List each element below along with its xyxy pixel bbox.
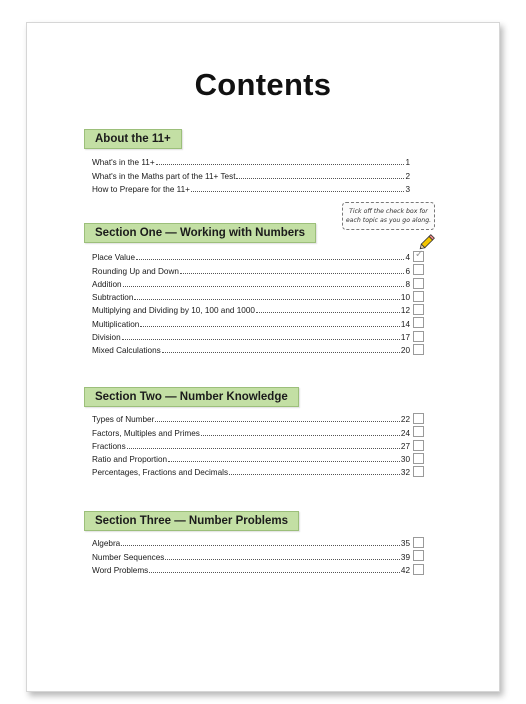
leader-dots	[162, 352, 400, 353]
item-page: 20	[400, 346, 410, 356]
item-page: 4	[405, 253, 410, 263]
leader-dots	[134, 299, 399, 300]
topic-checkbox[interactable]	[413, 278, 424, 289]
leader-dots	[149, 572, 400, 573]
pencil-icon	[419, 232, 437, 250]
list-item[interactable]	[92, 263, 410, 276]
section-list-about	[92, 155, 410, 195]
topic-checkbox[interactable]	[413, 291, 424, 302]
topic-checkbox[interactable]	[413, 264, 424, 275]
leader-dots	[229, 474, 400, 475]
item-label: Multiplying and Dividing by 10, 100 and 1000	[92, 306, 255, 316]
list-item[interactable]	[92, 277, 410, 290]
section-list-one	[92, 250, 410, 356]
leader-dots	[122, 339, 400, 340]
item-page: 10	[400, 293, 410, 303]
checkmark-icon: ✓	[415, 249, 424, 260]
item-label: Ratio and Proportion	[92, 455, 168, 465]
topic-checkbox[interactable]	[413, 413, 424, 424]
list-item[interactable]	[92, 412, 410, 425]
item-label: Percentages, Fractions and Decimals	[92, 468, 229, 478]
item-page: 12	[400, 306, 410, 316]
checkbox-column-three	[413, 537, 425, 577]
item-page: 6	[405, 266, 410, 276]
leader-dots	[180, 273, 405, 274]
item-label: Place Value	[92, 253, 136, 263]
checkbox-column-one	[413, 251, 425, 357]
leader-dots	[155, 421, 400, 422]
topic-checkbox[interactable]	[413, 426, 424, 437]
topic-checkbox[interactable]	[413, 331, 424, 342]
list-item[interactable]	[92, 465, 410, 478]
leader-dots	[140, 326, 400, 327]
item-label: Subtraction	[92, 293, 134, 303]
item-label: Addition	[92, 279, 122, 289]
leader-dots	[256, 312, 400, 313]
section-list-three	[92, 536, 410, 576]
item-page: 24	[400, 428, 410, 438]
list-item[interactable]	[92, 425, 410, 438]
item-label: Types of Number	[92, 415, 155, 425]
item-label: Factors, Multiples and Primes	[92, 428, 200, 438]
item-page: 8	[405, 279, 410, 289]
topic-checkbox[interactable]	[413, 564, 424, 575]
item-page: 3	[405, 184, 410, 194]
item-page: 42	[400, 565, 410, 575]
topic-checkbox[interactable]	[413, 537, 424, 548]
list-item[interactable]	[92, 303, 410, 316]
tip-line: Tick off the check box for	[349, 208, 428, 215]
item-label: Division	[92, 333, 121, 343]
topic-checkbox[interactable]	[413, 453, 424, 464]
item-page: 1	[405, 158, 410, 168]
leader-dots	[121, 545, 400, 546]
list-item[interactable]	[92, 290, 410, 303]
topic-checkbox[interactable]	[413, 251, 424, 262]
item-label: Multiplication	[92, 319, 140, 329]
section-heading-three: Section Three — Number Problems	[84, 511, 299, 531]
list-item[interactable]	[92, 250, 410, 263]
section-list-two	[92, 412, 410, 478]
section-heading-two: Section Two — Number Knowledge	[84, 387, 299, 407]
item-page: 35	[400, 539, 410, 549]
topic-checkbox[interactable]	[413, 317, 424, 328]
list-item[interactable]	[92, 343, 410, 356]
leader-dots	[191, 191, 405, 192]
tip-line: each topic as you go along.	[345, 217, 432, 224]
leader-dots	[236, 178, 404, 179]
item-label: Mixed Calculations	[92, 346, 161, 356]
leader-dots	[127, 448, 400, 449]
item-label: What's in the 11+	[92, 158, 155, 168]
list-item[interactable]	[92, 439, 410, 452]
item-label: Number Sequences	[92, 552, 165, 562]
item-page: 14	[400, 319, 410, 329]
item-page: 22	[400, 415, 410, 425]
item-label: Fractions	[92, 441, 126, 451]
item-page: 27	[400, 441, 410, 451]
item-label: Rounding Up and Down	[92, 266, 179, 276]
leader-dots	[123, 286, 405, 287]
section-heading-one: Section One — Working with Numbers	[84, 223, 316, 243]
topic-checkbox[interactable]	[413, 304, 424, 315]
list-item[interactable]	[92, 563, 410, 576]
item-label: What's in the Maths part of the 11+ Test	[92, 171, 236, 181]
leader-dots	[168, 461, 400, 462]
item-label: Algebra	[92, 539, 121, 549]
item-page: 2	[405, 171, 410, 181]
list-item[interactable]	[92, 182, 410, 195]
item-label: How to Prepare for the 11+	[92, 184, 190, 194]
list-item[interactable]	[92, 330, 410, 343]
topic-checkbox[interactable]	[413, 344, 424, 355]
topic-checkbox[interactable]	[413, 550, 424, 561]
section-heading-about: About the 11+	[84, 129, 182, 149]
item-page: 39	[400, 552, 410, 562]
list-item[interactable]	[92, 549, 410, 562]
topic-checkbox[interactable]	[413, 440, 424, 451]
list-item[interactable]	[92, 452, 410, 465]
list-item[interactable]	[92, 316, 410, 329]
checkbox-column-two	[413, 413, 425, 479]
leader-dots	[156, 164, 405, 165]
tip-note	[342, 202, 435, 230]
topic-checkbox[interactable]	[413, 466, 424, 477]
page-title: Contents	[194, 67, 332, 102]
contents-page	[26, 22, 500, 692]
item-page: 17	[400, 333, 410, 343]
list-item[interactable]	[92, 168, 410, 181]
item-page: 32	[400, 468, 410, 478]
item-label: Word Problems	[92, 565, 149, 575]
leader-dots	[165, 559, 400, 560]
leader-dots	[136, 259, 404, 260]
list-item[interactable]	[92, 536, 410, 549]
leader-dots	[201, 435, 400, 436]
list-item[interactable]	[92, 155, 410, 168]
item-page: 30	[400, 455, 410, 465]
